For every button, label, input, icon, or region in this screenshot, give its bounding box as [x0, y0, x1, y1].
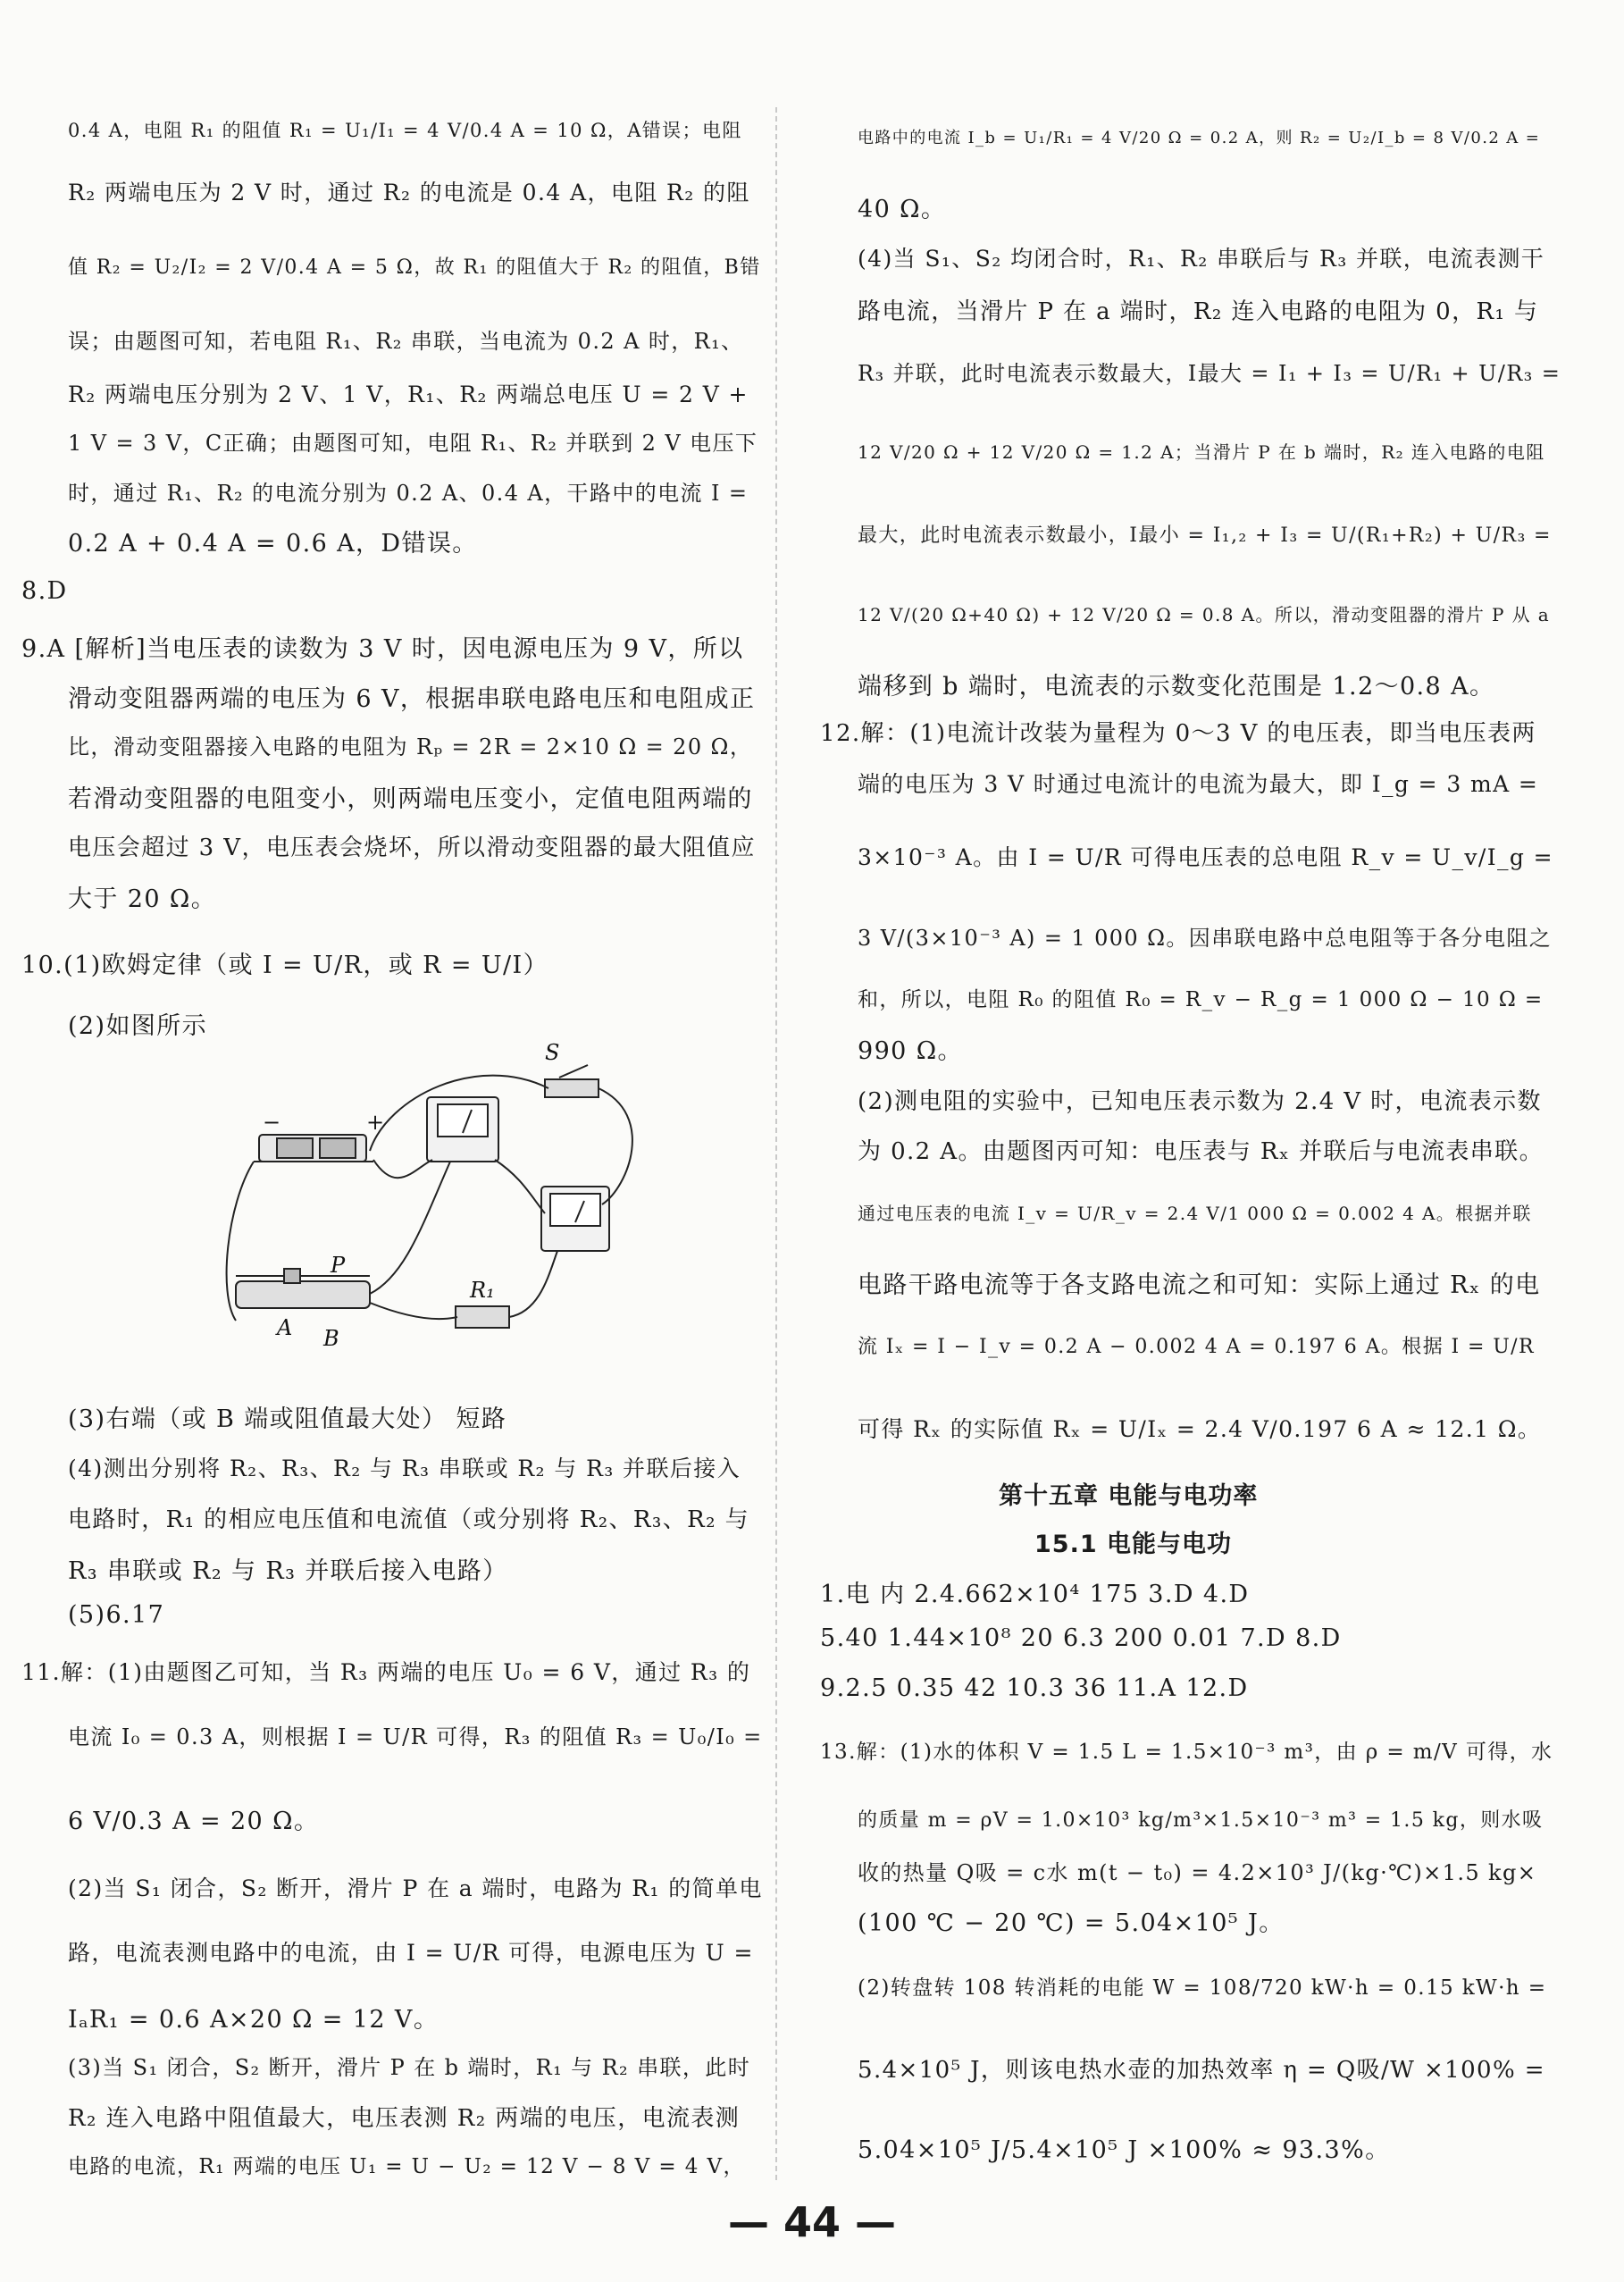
text-line: R₂ 连入电路中阻值最大，电压表测 R₂ 两端的电压，电流表测	[68, 2105, 741, 2132]
text-line: R₂ 两端电压分别为 2 V、1 V，R₁、R₂ 两端总电压 U = 2 V +	[68, 382, 749, 407]
answer-item: 9.A [解析]当电压表的读数为 3 V 时，因电源电压为 9 V，所以	[21, 635, 744, 663]
text-line: 12 V/20 Ω + 12 V/20 Ω = 1.2 A；当滑片 P 在 b 端时，R₂ 连入电路的电阻	[858, 441, 1545, 463]
label-p: P	[331, 1253, 346, 1278]
section-title: 15.1 电能与电功	[1034, 1531, 1233, 1558]
text-line: 比，滑动变阻器接入电路的电阻为 Rₚ = 2R = 2×10 Ω = 20 Ω，	[68, 734, 753, 759]
text-line: 电压会超过 3 V，电压表会烧坏，所以滑动变阻器的最大阻值应	[68, 835, 756, 861]
text-line: 电路干路电流等于各支路电流之和可知：实际上通过 Rₓ 的电	[858, 1271, 1541, 1299]
text-line: 电路的电流，R₁ 两端的电压 U₁ = U − U₂ = 12 V − 8 V = 4 V，	[68, 2155, 745, 2178]
text-line: 电路中的电流 I_b = U₁/R₁ = 4 V/20 Ω = 0.2 A，则 R₂ = U₂/I_b = 8 V/0.2 A =	[858, 129, 1541, 147]
text-line: 值 R₂ = U₂/I₂ = 2 V/0.4 A = 5 Ω，故 R₁ 的阻值大于 R₂ 的阻值，B错	[68, 256, 761, 279]
text-line: R₃ 并联，此时电流表示数最大，I最大 = I₁ + I₃ = U/R₁ + U/R₃ =	[858, 361, 1561, 386]
text-line: (4)测出分别将 R₂、R₃、R₂ 与 R₃ 串联或 R₂ 与 R₃ 并联后接入	[68, 1456, 741, 1481]
text-line: 0.4 A，电阻 R₁ 的阻值 R₁ = U₁/I₁ = 4 V/0.4 A = 10 Ω，A错误；电阻	[68, 120, 742, 141]
text-line: (2)当 S₁ 闭合，S₂ 断开，滑片 P 在 a 端时，电路为 R₁ 的简单电	[68, 1875, 763, 1901]
text-line: 和，所以，电阻 R₀ 的阻值 R₀ = R_v − R_g = 1 000 Ω − 10 Ω =	[858, 988, 1544, 1011]
answer-row: 1.电 内 2.4.662×10⁴ 175 3.D 4.D	[820, 1581, 1250, 1608]
text-line: 收的热量 Q吸 = c水 m(t − t₀) = 4.2×10³ J/(kg·℃)×1.5 kg×	[858, 1860, 1537, 1885]
circuit-diagram	[209, 1040, 674, 1365]
text-line: 电流 I₀ = 0.3 A，则根据 I = U/R 可得，R₃ 的阻值 R₃ = U₀/I₀ =	[68, 1724, 763, 1749]
text-line: 6 V/0.3 A = 20 Ω。	[68, 1808, 320, 1835]
text-line: 最大，此时电流表示数最小，I最小 = I₁,₂ + I₃ = U/(R₁+R₂) + U/R₃ =	[858, 524, 1552, 547]
label-r1: R₁	[470, 1278, 495, 1303]
text-line: 大于 20 Ω。	[68, 885, 217, 913]
text-line: R₂ 两端电压为 2 V 时，通过 R₂ 的电流是 0.4 A，电阻 R₂ 的阻	[68, 180, 750, 206]
text-line: 若滑动变阻器的电阻变小，则两端电压变小，定值电阻两端的	[68, 785, 753, 813]
column-divider	[775, 107, 777, 2180]
text-line: 5.04×10⁵ J/5.4×10⁵ J ×100% ≈ 93.3%。	[858, 2136, 1391, 2164]
text-line: 40 Ω。	[858, 196, 947, 223]
text-line: 3×10⁻³ A。由 I = U/R 可得电压表的总电阻 R_v = U_v/I_g =	[858, 844, 1554, 870]
text-line: 可得 Rₓ 的实际值 Rₓ = U/Iₓ = 2.4 V/0.197 6 A ≈ 12.1 Ω。	[858, 1416, 1542, 1442]
label-plus: +	[366, 1110, 385, 1135]
text-line: 1 V = 3 V，C正确；由题图可知，电阻 R₁、R₂ 并联到 2 V 电压下	[68, 431, 758, 456]
answer-item: 13.解：(1)水的体积 V = 1.5 L = 1.5×10⁻³ m³，由 ρ = m/V 可得，水	[820, 1741, 1553, 1764]
text-line: R₃ 串联或 R₂ 与 R₃ 并联后接入电路）	[68, 1557, 508, 1585]
text-line: (4)当 S₁、S₂ 均闭合时，R₁、R₂ 串联后与 R₃ 并联，电流表测干	[858, 246, 1545, 272]
text-line: 时，通过 R₁、R₂ 的电流分别为 0.2 A、0.4 A，干路中的电流 I =	[68, 481, 749, 506]
text-line: 端移到 b 端时，电流表的示数变化范围是 1.2～0.8 A。	[858, 673, 1495, 701]
label-switch: S	[545, 1040, 560, 1065]
text-line: 路电流，当滑片 P 在 a 端时，R₂ 连入电路的电阻为 0，R₁ 与	[858, 298, 1539, 325]
answer-row: 5.40 1.44×10⁸ 20 6.3 200 0.01 7.D 8.D	[820, 1624, 1342, 1652]
text-line: (2)转盘转 108 转消耗的电能 W = 108/720 kW·h = 0.15 kW·h =	[858, 1976, 1547, 2000]
answer-item: 11.解：(1)由题图乙可知，当 R₃ 两端的电压 U₀ = 6 V，通过 R₃ 的	[21, 1659, 751, 1685]
text-line: 滑动变阻器两端的电压为 6 V，根据串联电路电压和电阻成正	[68, 685, 756, 713]
answer-item: 10.(1)欧姆定律（或 I = U/R，或 R = U/I）	[21, 952, 549, 979]
text-line: (5)6.17	[68, 1601, 165, 1629]
text-line: 端的电压为 3 V 时通过电流计的电流为最大，即 I_g = 3 mA =	[858, 771, 1539, 797]
answer-row: 9.2.5 0.35 42 10.3 36 11.A 12.D	[820, 1674, 1249, 1702]
label-minus: −	[263, 1110, 281, 1135]
answer-item: 12.解：(1)电流计改装为量程为 0～3 V 的电压表，即当电压表两	[820, 720, 1536, 747]
chapter-title: 第十五章 电能与电功率	[999, 1482, 1259, 1510]
text-line: 0.2 A + 0.4 A = 0.6 A，D错误。	[68, 530, 478, 558]
text-line: 误；由题图可知，若电阻 R₁、R₂ 串联，当电流为 0.2 A 时，R₁、	[68, 329, 744, 354]
page-number: — 44 —	[727, 2198, 897, 2246]
text-line: 990 Ω。	[858, 1037, 963, 1065]
text-line: (2)如图所示	[68, 1012, 208, 1040]
text-line: IₐR₁ = 0.6 A×20 Ω = 12 V。	[68, 2006, 439, 2034]
text-line: 3 V/(3×10⁻³ A) = 1 000 Ω。因串联电路中总电阻等于各分电阻之	[858, 926, 1553, 951]
text-line: (3)当 S₁ 闭合，S₂ 断开，滑片 P 在 b 端时，R₁ 与 R₂ 串联，此时	[68, 2055, 751, 2080]
label-a: A	[277, 1315, 293, 1340]
answer-item: 8.D	[21, 577, 68, 605]
text-line: 通过电压表的电流 I_v = U/R_v = 2.4 V/1 000 Ω = 0.002 4 A。根据并联	[858, 1203, 1532, 1224]
text-line: 路，电流表测电路中的电流，由 I = U/R 可得，电源电压为 U =	[68, 1940, 754, 1966]
text-line: 流 Iₓ = I − I_v = 0.2 A − 0.002 4 A = 0.197 6 A。根据 I = U/R	[858, 1336, 1535, 1358]
text-line: 电路时，R₁ 的相应电压值和电流值（或分别将 R₂、R₃、R₂ 与	[68, 1506, 749, 1533]
text-line: (3)右端（或 B 端或阻值最大处） 短路	[68, 1405, 507, 1433]
text-line: 为 0.2 A。由题图丙可知：电压表与 Rₓ 并联后与电流表串联。	[858, 1138, 1544, 1165]
text-line: (2)测电阻的实验中，已知电压表示数为 2.4 V 时，电流表示数	[858, 1088, 1542, 1115]
text-line: (100 ℃ − 20 ℃) = 5.04×10⁵ J。	[858, 1909, 1285, 1937]
label-b: B	[323, 1326, 339, 1351]
text-line: 的质量 m = ρV = 1.0×10³ kg/m³×1.5×10⁻³ m³ = 1.5 kg，则水吸	[858, 1809, 1544, 1832]
text-line: 5.4×10⁵ J，则该电热水壶的加热效率 η = Q吸/W ×100% =	[858, 2057, 1545, 2084]
text-line: 12 V/(20 Ω+40 Ω) + 12 V/20 Ω = 0.8 A。所以，滑动变阻器的滑片 P 从 a	[858, 604, 1551, 625]
